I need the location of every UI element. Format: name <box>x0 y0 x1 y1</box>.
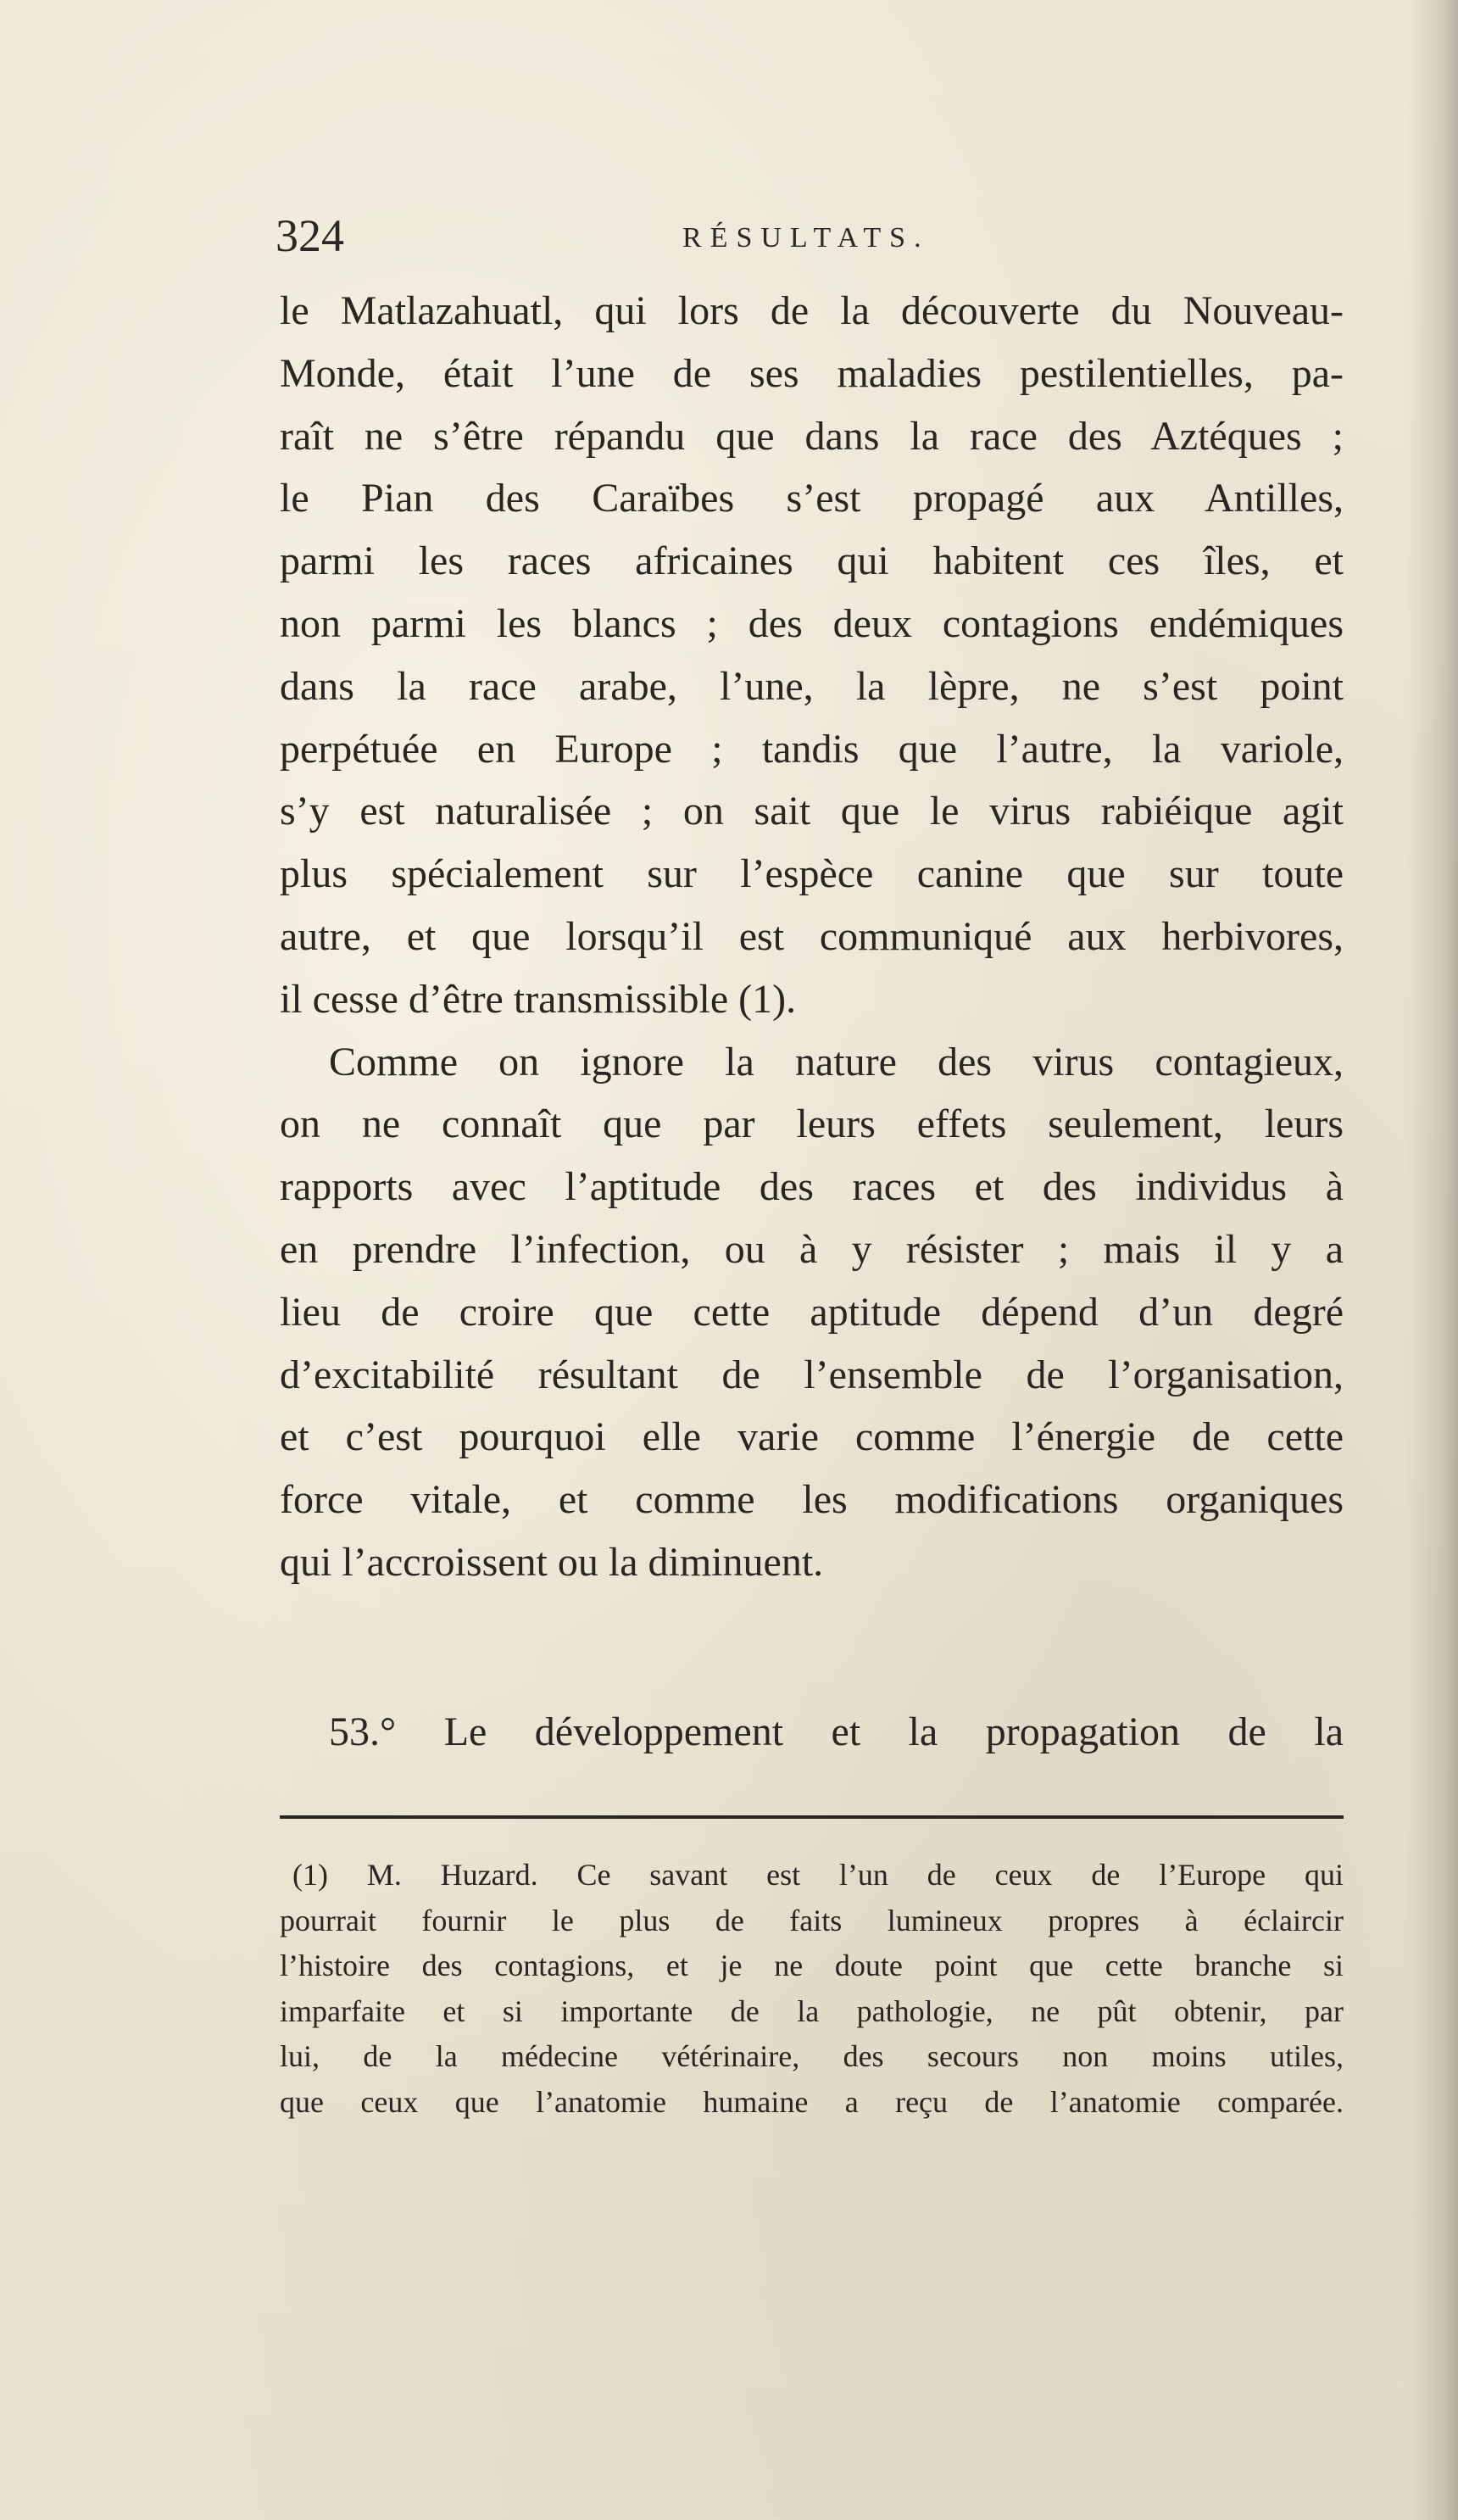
paragraph-start-line: Comme on ignore la nature des virus contagieux, <box>329 1039 1344 1084</box>
text-line: plus spécialement sur l’espèce canine que sur toute <box>280 851 1344 897</box>
text-line: en prendre l’infection, ou à y résister ; mais il y a <box>280 1226 1344 1272</box>
text-line: il cesse d’être transmissible (1). <box>280 976 797 1022</box>
footnote-line: que ceux que l’anatomie humaine a reçu de l’anatomie comparée. <box>280 2084 1344 2119</box>
footnote-line: imparfaite et si importante de la pathologie, ne pût obtenir, par <box>280 1993 1344 2028</box>
running-head <box>275 210 1344 270</box>
footnote <box>280 1853 1344 2126</box>
page-edge-shadow <box>1407 0 1458 2520</box>
text-line: le Matlazahuatl, qui lors de la découverte du Nouveau- <box>280 288 1344 333</box>
main-text <box>280 280 1344 1594</box>
text-line: Monde, était l’une de ses maladies pestilentielles, pa- <box>280 350 1344 396</box>
text-line: le Pian des Caraïbes s’est propagé aux Antilles, <box>280 476 1344 521</box>
text-line: rapports avec l’aptitude des races et des individus à <box>280 1164 1344 1210</box>
text-line: lieu de croire que cette aptitude dépend d’un degré <box>280 1289 1344 1335</box>
footnote-line: (1) M. Huzard. Ce savant est l’un de ceux de l’Europe qui <box>292 1858 1344 1892</box>
footnote-line: lui, de la médecine vétérinaire, des secours non moins utiles, <box>280 2039 1344 2074</box>
text-line: perpétuée en Europe ; tandis que l’autre, la variole, <box>280 726 1344 772</box>
text-line: et c’est pourquoi elle varie comme l’énergie de cette <box>280 1414 1344 1460</box>
text-line: autre, et que lorsqu’il est communiqué aux herbivores, <box>280 913 1344 959</box>
section-heading-line: 53.° Le développement et la propagation de la <box>329 1709 1344 1754</box>
running-title: RÉSULTATS. <box>682 222 930 254</box>
text-line: non parmi les blancs ; des deux contagions endémiques <box>280 600 1344 646</box>
text-line: d’excitabilité résultant de l’ensemble de l’organisation, <box>280 1352 1344 1397</box>
text-line: dans la race arabe, l’une, la lèpre, ne s’est point <box>280 663 1344 709</box>
text-line: on ne connaît que par leurs effets seulement, leurs <box>280 1101 1344 1147</box>
text-line: parmi les races africaines qui habitent ces îles, et <box>280 538 1344 584</box>
footnote-line: pourrait fournir le plus de faits lumineux propres à éclaircir <box>280 1903 1344 1937</box>
text-line: force vitale, et comme les modifications organiques <box>280 1477 1344 1523</box>
text-line: raît ne s’être répandu que dans la race des Aztéques ; <box>280 413 1344 459</box>
footnote-rule <box>280 1815 1344 1819</box>
footnote-line: l’histoire des contagions, et je ne doute point que cette branche si <box>280 1949 1344 1983</box>
section-heading <box>280 1701 1344 1764</box>
page-number: 324 <box>275 210 344 261</box>
text-line: qui l’accroissent ou la diminuent. <box>280 1539 824 1585</box>
text-line: s’y est naturalisée ; on sait que le virus rabiéique agit <box>280 789 1344 834</box>
